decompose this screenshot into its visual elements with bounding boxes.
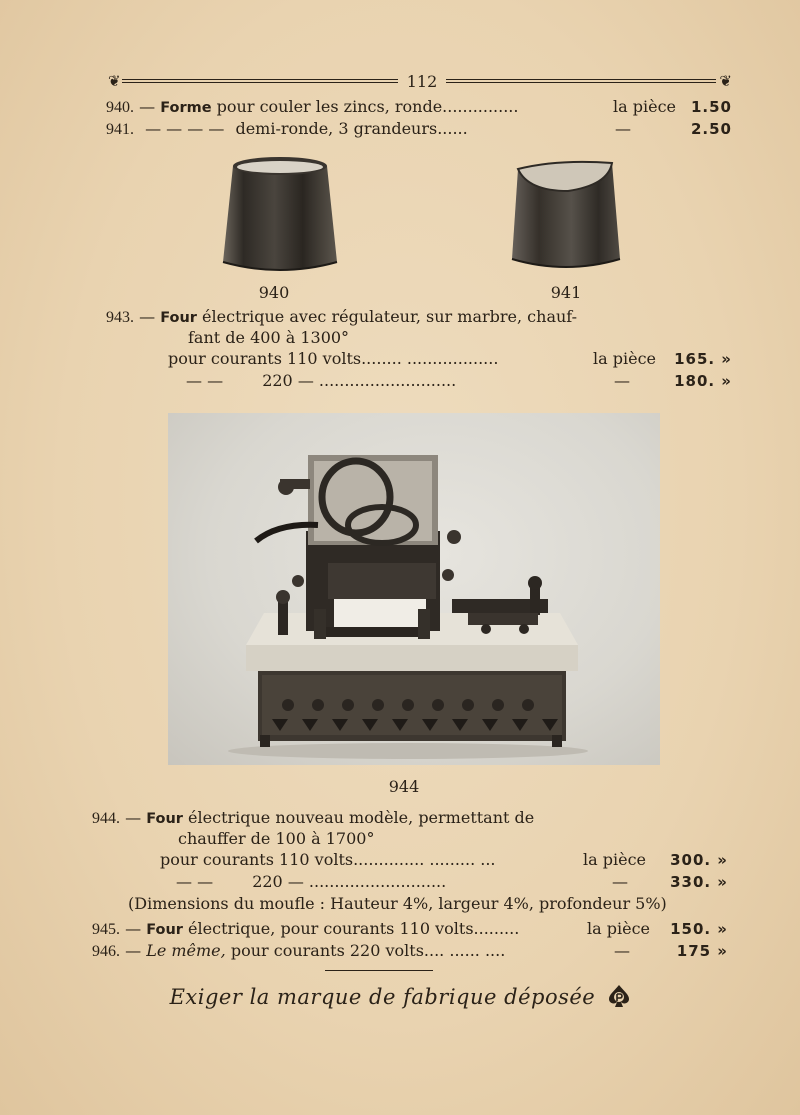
item-944-line-3 xyxy=(160,850,496,870)
item-946-dash: — xyxy=(125,941,142,960)
header-ornament-right-icon: ❦ xyxy=(719,72,732,90)
item-944-name: Four xyxy=(146,811,183,827)
item-940-line xyxy=(106,97,518,118)
item-943-leader-2: ........................... xyxy=(318,371,457,390)
item-944-description-1: électrique nouveau modèle, permettant de xyxy=(188,808,535,827)
item-944-leader-2: ........................... xyxy=(308,872,447,891)
page-number: 112 xyxy=(406,72,438,91)
item-944-voltage-220: 220 — xyxy=(252,872,304,891)
item-940-dash: — xyxy=(139,97,156,116)
item-944-line-1 xyxy=(92,808,534,829)
item-941-ditto: — — — — xyxy=(145,119,225,138)
item-943-description-1: électrique avec régulateur, sur marbre, chauf- xyxy=(202,307,578,326)
page-header xyxy=(108,72,732,92)
mould-940-image xyxy=(215,150,345,278)
caption-941: 941 xyxy=(550,283,582,302)
item-945-line xyxy=(92,919,519,940)
item-943-price-220: 180. » xyxy=(674,372,732,390)
item-943-leader-1: ........ .................. xyxy=(361,349,499,368)
item-941-unit: — xyxy=(615,119,631,138)
item-940-price: 1.50 xyxy=(690,98,732,116)
item-944-line-4 xyxy=(176,872,446,892)
item-943-line-4 xyxy=(186,371,456,391)
trademark-notice xyxy=(0,984,800,1010)
furnace-944-photo xyxy=(168,413,660,765)
item-944-leader-1: .............. ......... ... xyxy=(353,850,496,869)
item-945-number: 945. xyxy=(92,921,120,938)
item-943-number: 943. xyxy=(106,309,134,326)
item-941-price: 2.50 xyxy=(690,120,732,138)
item-946-leader: .... ...... .... xyxy=(423,941,506,960)
item-945-description: électrique, pour courants 110 volts xyxy=(188,919,474,938)
item-944-description-2: chauffer de 100 à 1700° xyxy=(178,829,375,848)
item-945-leader: ......... xyxy=(473,919,520,938)
item-946-number: 946. xyxy=(92,943,120,960)
item-945-unit: la pièce xyxy=(587,919,650,938)
item-940-name: Forme xyxy=(160,100,212,116)
item-944-ditto: — — xyxy=(176,872,214,891)
header-rule-left xyxy=(122,79,398,83)
item-944-dimensions: (Dimensions du moufle : Hauteur 4%, largeur 4%, profondeur 5%) xyxy=(128,894,667,913)
item-944-price-220: 330. » xyxy=(670,873,728,891)
furnace-944-illustration xyxy=(168,413,660,765)
item-945-dash: — xyxy=(125,919,142,938)
trademark-notice-text: Exiger la marque de fabrique déposée xyxy=(169,985,596,1009)
item-946-line xyxy=(92,941,505,962)
item-943-unit-2: — xyxy=(614,371,630,390)
item-943-name: Four xyxy=(160,310,197,326)
item-943-line-3 xyxy=(168,349,498,369)
section-divider xyxy=(325,970,433,971)
item-941-line xyxy=(106,119,468,140)
caption-940: 940 xyxy=(258,283,290,302)
caption-944: 944 xyxy=(388,777,420,796)
item-946-price: 175 » xyxy=(676,942,728,960)
item-944-unit-1: la pièce xyxy=(583,850,646,869)
mould-941-image xyxy=(508,155,626,275)
item-940-description: pour couler les zincs, ronde xyxy=(216,97,443,116)
item-940-leader: ............... xyxy=(442,97,519,116)
item-943-voltage-220: 220 — xyxy=(262,371,314,390)
item-940-unit: la pièce xyxy=(613,97,676,116)
item-944-unit-2: — xyxy=(612,872,628,891)
item-944-number: 944. xyxy=(92,810,120,827)
item-940-number: 940. xyxy=(106,99,134,116)
item-946-description: pour courants 220 volts xyxy=(230,941,424,960)
item-946-unit: — xyxy=(614,941,630,960)
item-943-line-1 xyxy=(106,307,577,328)
item-945-price: 150. » xyxy=(670,920,728,938)
item-944-voltage-110: pour courants 110 volts xyxy=(160,850,354,869)
item-943-dash: — xyxy=(139,307,156,326)
item-943-voltage-110: pour courants 110 volts xyxy=(168,349,362,368)
item-941-description: demi-ronde, 3 grandeurs xyxy=(235,119,438,138)
item-941-number: 941. xyxy=(106,121,134,138)
item-944-dash: — xyxy=(125,808,142,827)
item-945-name: Four xyxy=(146,922,183,938)
item-946-name: Le même, xyxy=(146,941,226,960)
item-943-description-2: fant de 400 à 1300° xyxy=(188,328,350,347)
item-943-price-110: 165. » xyxy=(674,350,732,368)
trademark-logo-icon xyxy=(608,984,630,1008)
item-943-unit-1: la pièce xyxy=(593,349,656,368)
item-944-price-110: 300. » xyxy=(670,851,728,869)
item-943-ditto: — — xyxy=(186,371,224,390)
item-941-leader: ...... xyxy=(437,119,468,138)
header-ornament-left-icon: ❦ xyxy=(108,72,121,90)
header-rule-right xyxy=(446,79,716,83)
